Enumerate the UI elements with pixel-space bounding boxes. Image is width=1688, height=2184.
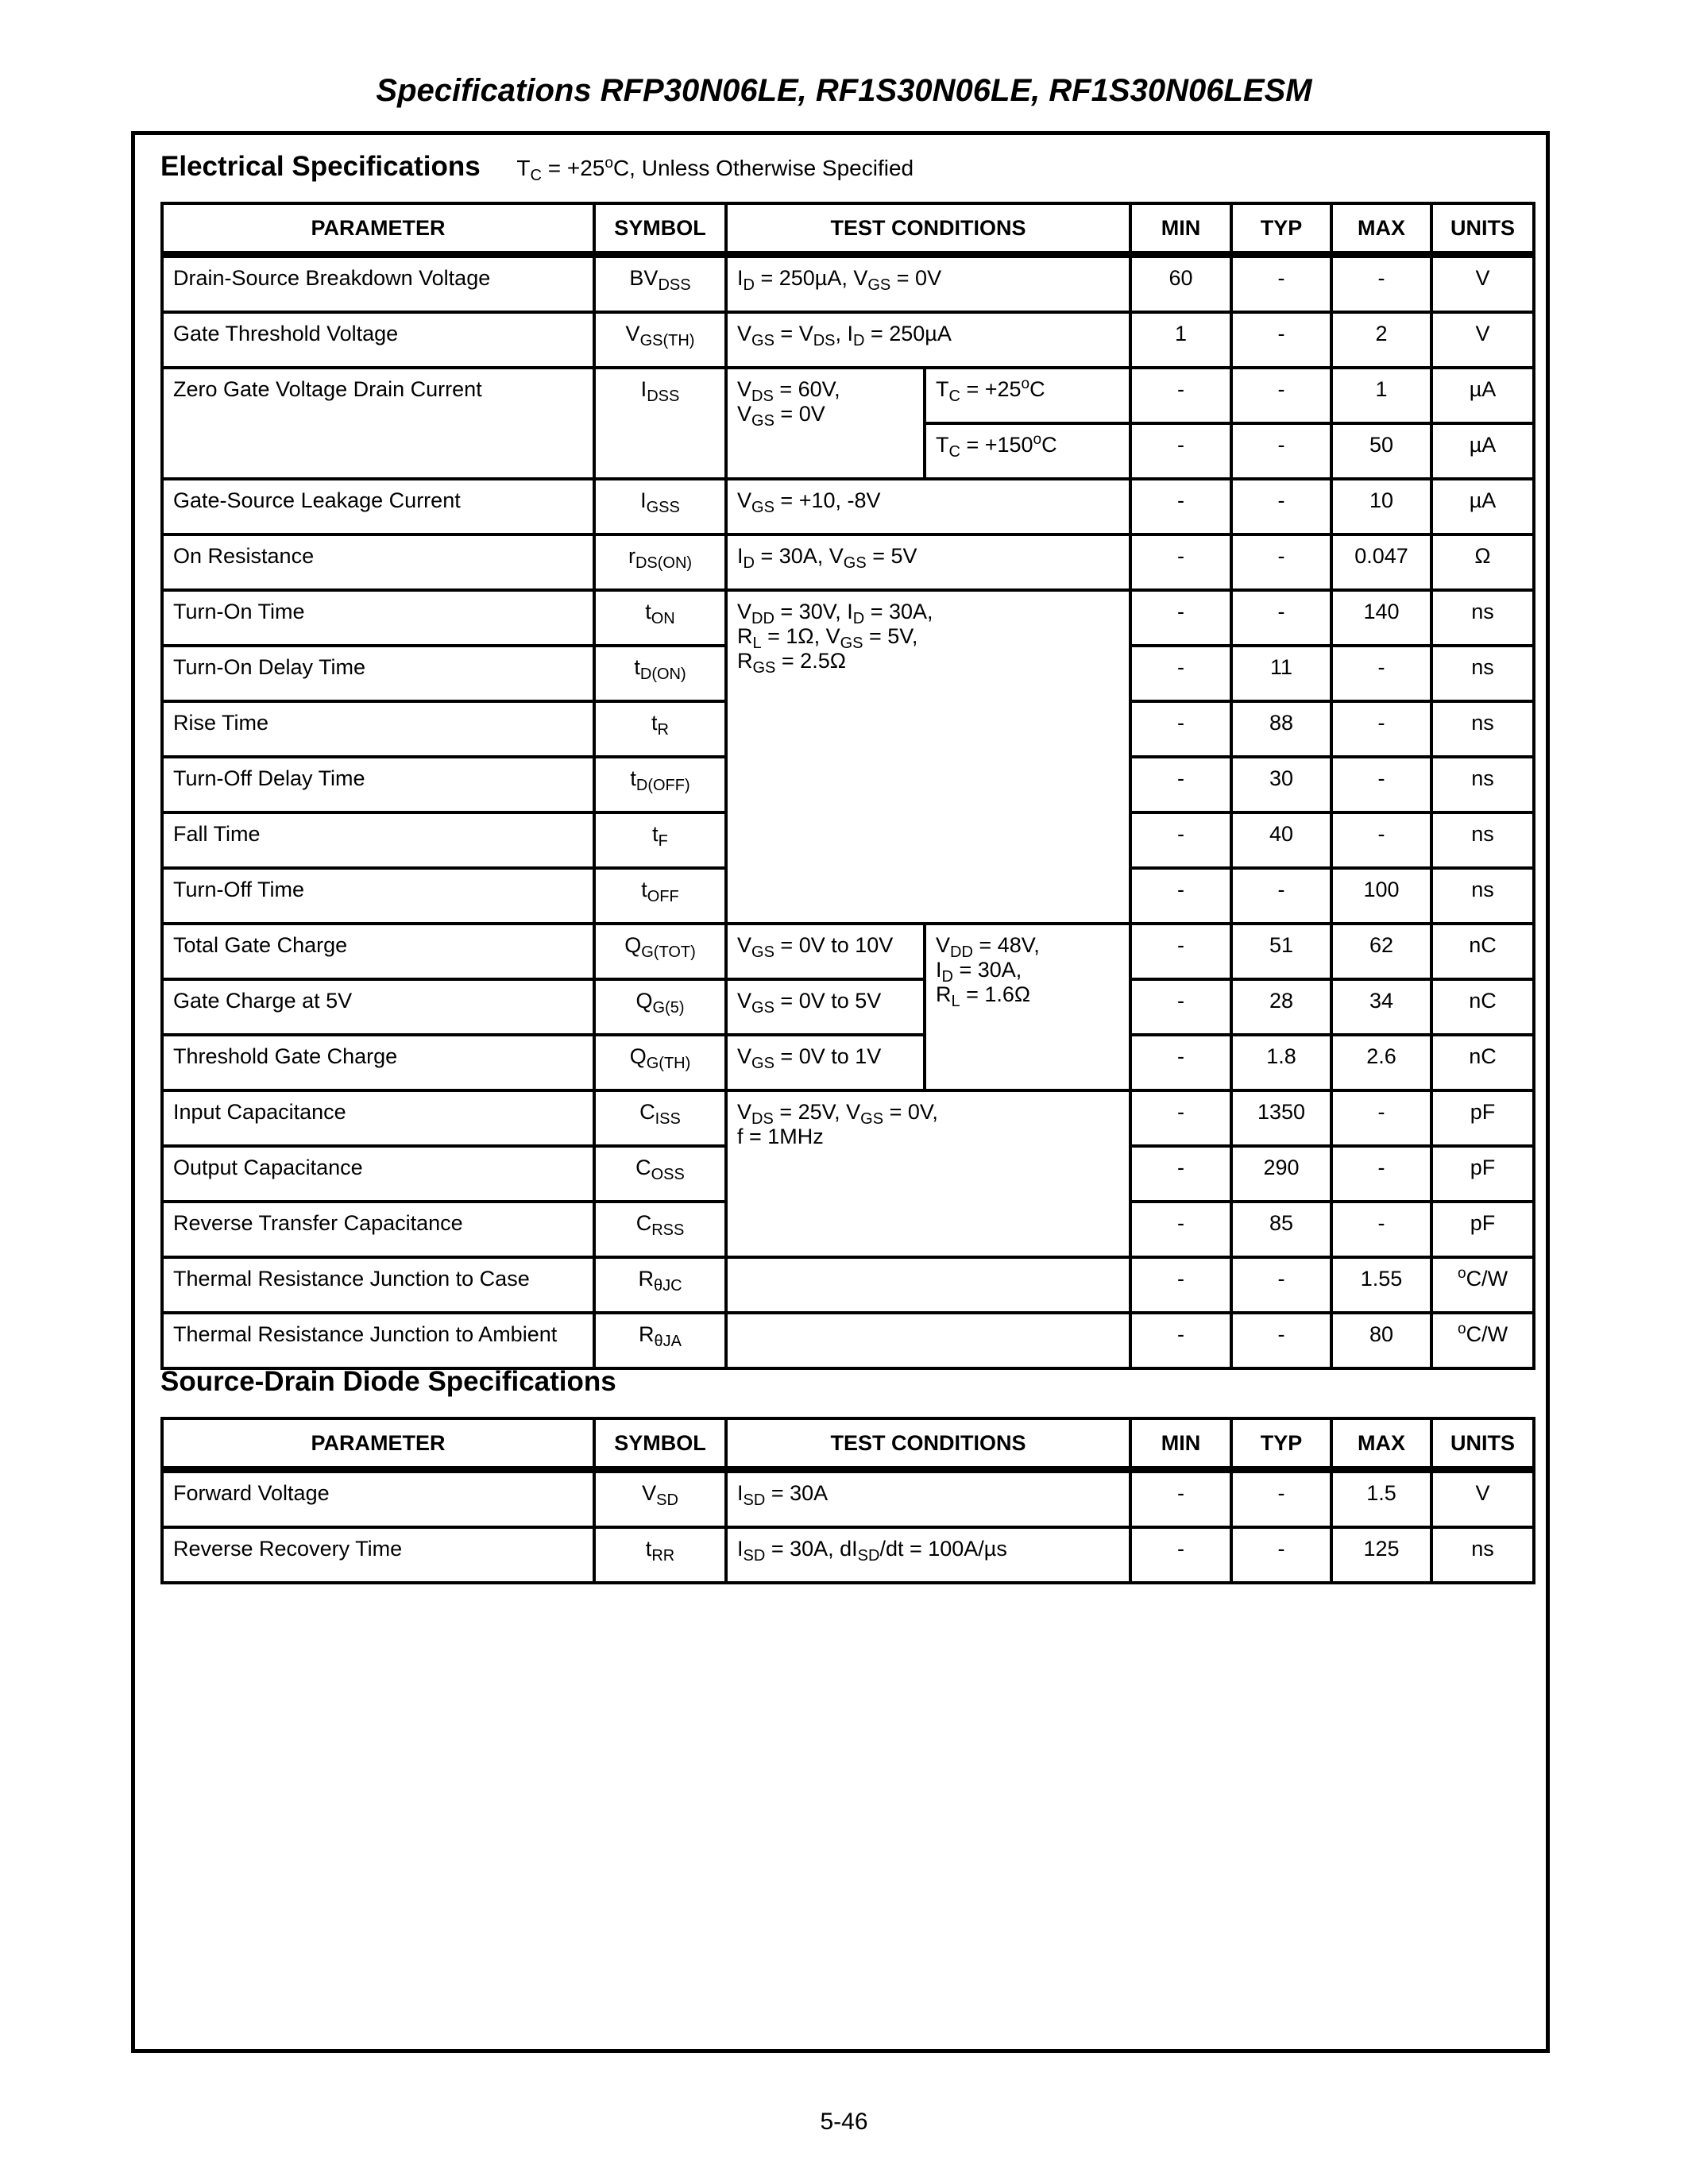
typ-cell: - <box>1231 368 1331 423</box>
min-cell: - <box>1130 1035 1231 1090</box>
symbol-cell: $Q_{G(5)}$ <box>594 979 726 1035</box>
typ-cell: - <box>1231 590 1331 646</box>
parameter-cell: Turn-Off Delay Time <box>162 757 594 812</box>
min-cell: - <box>1130 590 1231 646</box>
typ-cell: 11 <box>1231 646 1331 701</box>
column-header: MIN <box>1130 203 1231 255</box>
min-cell: - <box>1130 646 1231 701</box>
parameter-cell: Fall Time <box>162 812 594 868</box>
column-header: UNITS <box>1431 203 1534 255</box>
table-row <box>162 1313 1534 1368</box>
typ-cell: 51 <box>1231 924 1331 979</box>
table-row <box>162 979 1534 1035</box>
min-cell: - <box>1130 479 1231 534</box>
min-cell: - <box>1130 1527 1231 1583</box>
unit-cell: pF <box>1431 1146 1534 1202</box>
test-condition-cell: $V_{DS} = 25V$, $V_{GS} = 0V$, f = 1MHz <box>726 1090 1130 1257</box>
unit-cell: µA <box>1431 479 1534 534</box>
parameter-cell: Output Capacitance <box>162 1146 594 1202</box>
symbol-cell: $t_{D(OFF)}$ <box>594 757 726 812</box>
unit-cell: nC <box>1431 979 1534 1035</box>
unit-cell: ns <box>1431 646 1534 701</box>
min-cell: 1 <box>1130 312 1231 368</box>
parameter-cell: On Resistance <box>162 534 594 590</box>
parameter-cell: Reverse Transfer Capacitance <box>162 1202 594 1257</box>
min-cell: - <box>1130 701 1231 757</box>
electrical-title: Electrical Specifications <box>160 151 481 182</box>
test-condition-cell: $I_D = 30A$, $V_{GS} = 5V$ <box>726 534 1130 590</box>
unit-cell: $^o$C/W <box>1431 1257 1534 1313</box>
column-header: SYMBOL <box>594 1418 726 1470</box>
parameter-cell: Rise Time <box>162 701 594 757</box>
table-row <box>162 312 1534 368</box>
column-header: TYP <box>1231 203 1331 255</box>
typ-cell: 85 <box>1231 1202 1331 1257</box>
symbol-cell: $C_{RSS}$ <box>594 1202 726 1257</box>
test-condition-cell: $V_{GS} = V_{DS}$, $I_D = 250\mu A$ <box>726 312 1130 368</box>
max-cell: 1.55 <box>1331 1257 1431 1313</box>
typ-cell: - <box>1231 534 1331 590</box>
column-header: TEST CONDITIONS <box>726 1418 1130 1470</box>
typ-cell: - <box>1231 423 1331 479</box>
max-cell: 80 <box>1331 1313 1431 1368</box>
max-cell: 2.6 <box>1331 1035 1431 1090</box>
parameter-cell: Zero Gate Voltage Drain Current <box>162 368 594 479</box>
test-condition-cell: $V_{DD} = 48V$, $I_D = 30A$, $R_L = 1.6\Omega$ <box>925 924 1130 1090</box>
header-row <box>162 1418 1534 1470</box>
test-condition-cell: $I_D = 250\mu A$, $V_{GS} = 0V$ <box>726 255 1130 313</box>
parameter-cell: Turn-Off Time <box>162 868 594 924</box>
unit-cell: pF <box>1431 1090 1534 1146</box>
symbol-cell: $r_{DS(ON)}$ <box>594 534 726 590</box>
symbol-cell: $V_{SD}$ <box>594 1470 726 1528</box>
table-row <box>162 924 1534 979</box>
symbol-cell: $R_{\theta JA}$ <box>594 1313 726 1368</box>
table-row <box>162 1470 1534 1528</box>
typ-cell: - <box>1231 1470 1331 1528</box>
unit-cell: nC <box>1431 924 1534 979</box>
typ-cell: 1350 <box>1231 1090 1331 1146</box>
test-condition-cell: $V_{GS} = +10$, -8V <box>726 479 1130 534</box>
unit-cell: ns <box>1431 590 1534 646</box>
parameter-cell: Input Capacitance <box>162 1090 594 1146</box>
column-header: SYMBOL <box>594 203 726 255</box>
column-header: TYP <box>1231 1418 1331 1470</box>
symbol-cell: $C_{ISS}$ <box>594 1090 726 1146</box>
parameter-cell: Gate-Source Leakage Current <box>162 479 594 534</box>
max-cell: 62 <box>1331 924 1431 979</box>
min-cell: - <box>1130 1470 1231 1528</box>
symbol-cell: $I_{GSS}$ <box>594 479 726 534</box>
unit-cell: µA <box>1431 368 1534 423</box>
test-condition-cell: $I_{SD} = 30A$ <box>726 1470 1130 1528</box>
max-cell: - <box>1331 255 1431 313</box>
symbol-cell: $R_{\theta JC}$ <box>594 1257 726 1313</box>
max-cell: 1 <box>1331 368 1431 423</box>
parameter-cell: Gate Threshold Voltage <box>162 312 594 368</box>
typ-cell: 290 <box>1231 1146 1331 1202</box>
test-condition-cell: $T_C = +25^oC$ <box>925 368 1130 423</box>
min-cell: - <box>1130 1313 1231 1368</box>
unit-cell: V <box>1431 255 1534 313</box>
table-row <box>162 368 1534 423</box>
unit-cell: ns <box>1431 868 1534 924</box>
symbol-cell: $BV_{DSS}$ <box>594 255 726 313</box>
max-cell: 140 <box>1331 590 1431 646</box>
test-condition-cell: $V_{DD} = 30V$, $I_D = 30A$, $R_L = 1\Omega$, $V_{GS} = 5V$, $R_{GS} = 2.5\Omega$ <box>726 590 1130 924</box>
column-header: UNITS <box>1431 1418 1534 1470</box>
max-cell: 100 <box>1331 868 1431 924</box>
min-cell: - <box>1130 368 1231 423</box>
parameter-cell: Drain-Source Breakdown Voltage <box>162 255 594 313</box>
table-row <box>162 255 1534 313</box>
unit-cell: µA <box>1431 423 1534 479</box>
table-row <box>162 1035 1534 1090</box>
symbol-cell: $t_{D(ON)}$ <box>594 646 726 701</box>
parameter-cell: Thermal Resistance Junction to Case <box>162 1257 594 1313</box>
symbol-cell: $C_{OSS}$ <box>594 1146 726 1202</box>
symbol-cell: $t_{ON}$ <box>594 590 726 646</box>
electrical-spec-table <box>160 202 1535 1370</box>
test-condition-cell: $V_{GS} = 0V$ to 1V <box>726 1035 925 1090</box>
parameter-cell: Total Gate Charge <box>162 924 594 979</box>
symbol-cell: $t_F$ <box>594 812 726 868</box>
page-number: 5-46 <box>820 2109 868 2135</box>
min-cell: - <box>1130 757 1231 812</box>
column-header: MIN <box>1130 1418 1231 1470</box>
max-cell: 50 <box>1331 423 1431 479</box>
symbol-cell: $I_{DSS}$ <box>594 368 726 479</box>
typ-cell: - <box>1231 868 1331 924</box>
max-cell: - <box>1331 646 1431 701</box>
min-cell: - <box>1130 868 1231 924</box>
max-cell: - <box>1331 812 1431 868</box>
unit-cell: Ω <box>1431 534 1534 590</box>
test-condition-cell: $V_{GS} = 0V$ to 5V <box>726 979 925 1035</box>
max-cell: - <box>1331 701 1431 757</box>
parameter-cell: Thermal Resistance Junction to Ambient <box>162 1313 594 1368</box>
unit-cell: pF <box>1431 1202 1534 1257</box>
electrical-condition: $T_C = +25^oC$, Unless Otherwise Specified <box>516 155 914 184</box>
parameter-cell: Gate Charge at 5V <box>162 979 594 1035</box>
table-row <box>162 590 1534 646</box>
typ-cell: 30 <box>1231 757 1331 812</box>
header-row <box>162 203 1534 255</box>
typ-cell: 40 <box>1231 812 1331 868</box>
unit-cell: V <box>1431 312 1534 368</box>
symbol-cell: $Q_{G(TH)}$ <box>594 1035 726 1090</box>
electrical-section-title <box>160 151 914 183</box>
parameter-cell: Turn-On Delay Time <box>162 646 594 701</box>
table-row <box>162 479 1534 534</box>
max-cell: 2 <box>1331 312 1431 368</box>
max-cell: 1.5 <box>1331 1470 1431 1528</box>
min-cell: - <box>1130 423 1231 479</box>
diode-spec-table <box>160 1417 1535 1584</box>
min-cell: - <box>1130 812 1231 868</box>
min-cell: - <box>1130 1202 1231 1257</box>
max-cell: - <box>1331 757 1431 812</box>
typ-cell: 1.8 <box>1231 1035 1331 1090</box>
symbol-cell: $t_R$ <box>594 701 726 757</box>
unit-cell: ns <box>1431 1527 1534 1583</box>
max-cell: 125 <box>1331 1527 1431 1583</box>
column-header: PARAMETER <box>162 203 594 255</box>
typ-cell: - <box>1231 312 1331 368</box>
column-header: MAX <box>1331 203 1431 255</box>
unit-cell: nC <box>1431 1035 1534 1090</box>
min-cell: - <box>1130 979 1231 1035</box>
table-row <box>162 1527 1534 1583</box>
typ-cell: 28 <box>1231 979 1331 1035</box>
page-title: Specifications RFP30N06LE, RF1S30N06LE, RF1S30N06LESM <box>376 73 1312 108</box>
parameter-cell: Forward Voltage <box>162 1470 594 1528</box>
table-row <box>162 1090 1534 1146</box>
parameter-cell: Threshold Gate Charge <box>162 1035 594 1090</box>
typ-cell: - <box>1231 1527 1331 1583</box>
typ-cell: - <box>1231 255 1331 313</box>
max-cell: 0.047 <box>1331 534 1431 590</box>
test-condition-cell: $I_{SD} = 30A$, $dI_{SD}/dt = 100A/\mu s$ <box>726 1527 1130 1583</box>
symbol-cell: $t_{RR}$ <box>594 1527 726 1583</box>
min-cell: - <box>1130 924 1231 979</box>
test-condition-cell: $T_C = +150^oC$ <box>925 423 1130 479</box>
unit-cell: ns <box>1431 812 1534 868</box>
min-cell: - <box>1130 1257 1231 1313</box>
typ-cell: - <box>1231 479 1331 534</box>
typ-cell: 88 <box>1231 701 1331 757</box>
test-condition-cell <box>726 1313 1130 1368</box>
typ-cell: - <box>1231 1313 1331 1368</box>
column-header: MAX <box>1331 1418 1431 1470</box>
table-row <box>162 534 1534 590</box>
symbol-cell: $t_{OFF}$ <box>594 868 726 924</box>
min-cell: 60 <box>1130 255 1231 313</box>
min-cell: - <box>1130 1146 1231 1202</box>
max-cell: 10 <box>1331 479 1431 534</box>
parameter-cell: Turn-On Time <box>162 590 594 646</box>
min-cell: - <box>1130 1090 1231 1146</box>
max-cell: - <box>1331 1202 1431 1257</box>
symbol-cell: $Q_{G(TOT)}$ <box>594 924 726 979</box>
parameter-cell: Reverse Recovery Time <box>162 1527 594 1583</box>
unit-cell: V <box>1431 1470 1534 1528</box>
column-header: PARAMETER <box>162 1418 594 1470</box>
max-cell: - <box>1331 1146 1431 1202</box>
typ-cell: - <box>1231 1257 1331 1313</box>
test-condition-cell <box>726 1257 1130 1313</box>
column-header: TEST CONDITIONS <box>726 203 1130 255</box>
table-row <box>162 1257 1534 1313</box>
diode-section-title: Source-Drain Diode Specifications <box>160 1366 616 1397</box>
test-condition-cell: $V_{DS} = 60V$, $V_{GS} = 0V$ <box>726 368 925 479</box>
max-cell: - <box>1331 1090 1431 1146</box>
min-cell: - <box>1130 534 1231 590</box>
test-condition-cell: $V_{GS} = 0V$ to 10V <box>726 924 925 979</box>
symbol-cell: $V_{GS(TH)}$ <box>594 312 726 368</box>
unit-cell: $^o$C/W <box>1431 1313 1534 1368</box>
unit-cell: ns <box>1431 701 1534 757</box>
max-cell: 34 <box>1331 979 1431 1035</box>
unit-cell: ns <box>1431 757 1534 812</box>
